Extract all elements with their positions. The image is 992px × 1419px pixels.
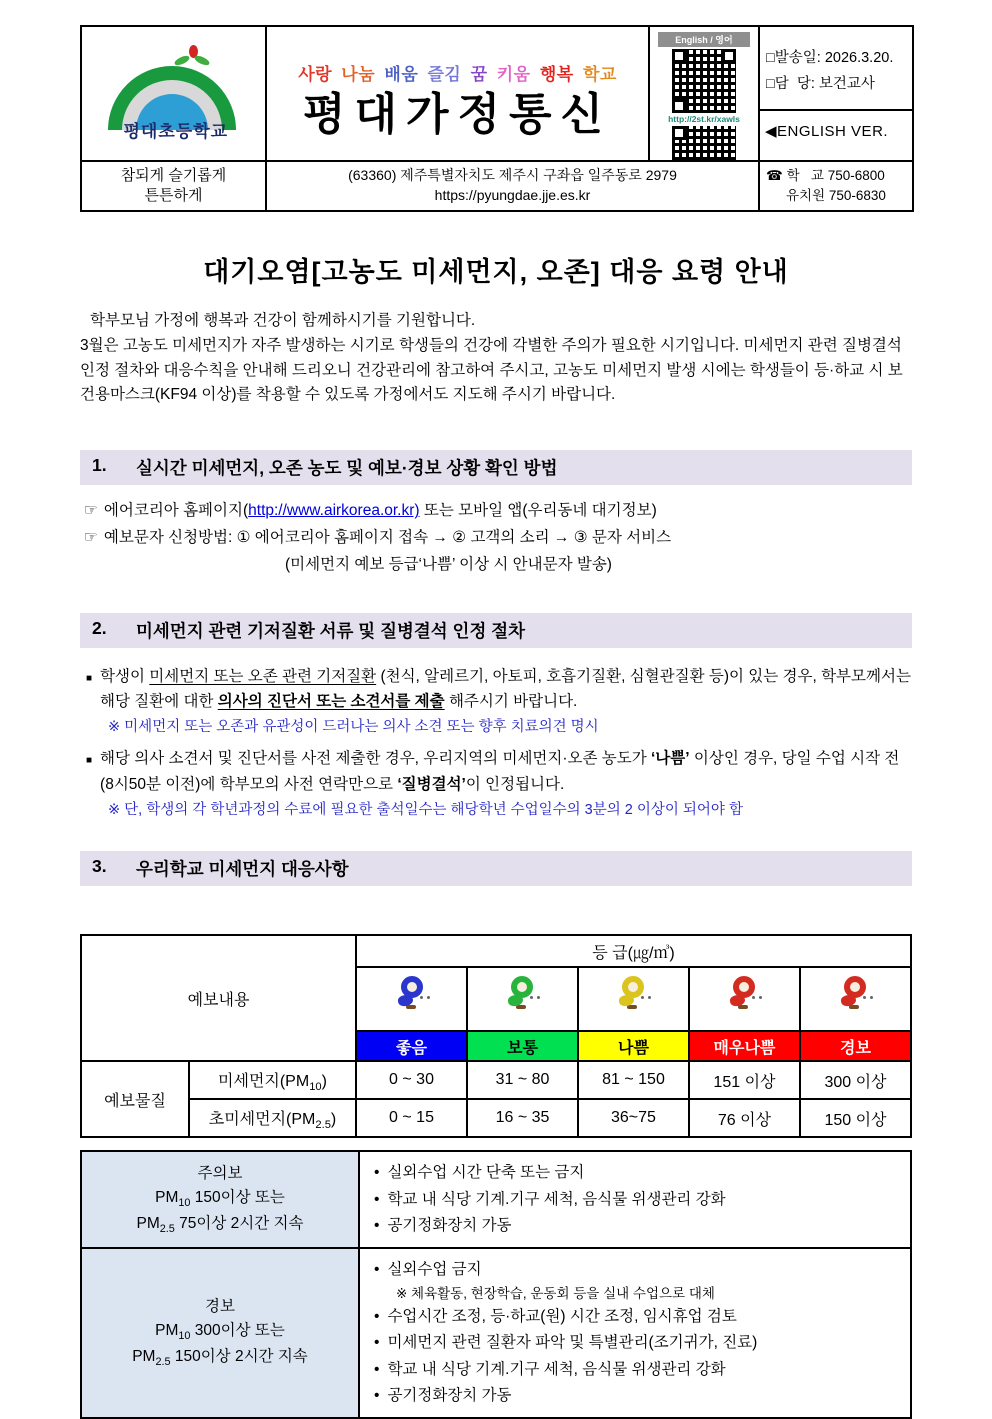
qr-finder <box>672 49 686 63</box>
qr-cell <box>649 26 759 161</box>
qr-language-label: English / 영어 <box>658 32 750 47</box>
qr-finder <box>722 49 736 63</box>
pm25-sub: 2.5 <box>315 1118 331 1131</box>
pm10-post: ) <box>321 1072 327 1090</box>
phone2-label: 유치원 <box>786 188 826 203</box>
pm25-value: 36~75 <box>578 1099 689 1137</box>
mascot-figure <box>394 976 430 1026</box>
mascot-bad-icon <box>578 967 689 1031</box>
pm10-value: 81 ~ 150 <box>578 1061 689 1099</box>
mascot-good-icon <box>356 967 467 1031</box>
section1-header <box>80 450 912 485</box>
section1-title: 실시간 미세먼지, 오존 농도 및 예보·경보 상황 확인 방법 <box>136 458 558 479</box>
logo-leaf-icon <box>173 53 190 66</box>
section1-line3: (미세먼지 예보 등급‘나쁨’ 이상 시 안내문자 발송) <box>285 556 612 574</box>
cond-sub: 10 <box>178 1197 191 1210</box>
pm10-value: 151 이상 <box>689 1061 800 1099</box>
motto-line1: 참되게 슬기롭게 <box>120 166 227 184</box>
pm10-label <box>189 1061 356 1099</box>
cond-pre: PM <box>155 1322 179 1340</box>
watch-condition-cell <box>81 1151 359 1248</box>
slogan-word: 키움 <box>496 64 531 84</box>
watch-title: 주의보 <box>197 1164 243 1182</box>
phone-numbers <box>759 161 913 211</box>
phone-line1 <box>766 166 908 186</box>
b1-seg3: (천식, 알레르기, 아토피, 호흡기질환, 심혈관질환 등)이 있는 경우, 학부모께서는 해당 질환에 대한 <box>100 667 911 711</box>
intro-line1: 학부모님 가정에 행복과 건강이 함께하시기를 기원합니다. <box>90 312 476 329</box>
bullet-icon: • <box>374 1261 380 1279</box>
b2-seg1: 해당 의사 소견서 및 진단서를 사전 제출한 경우, 우리지역의 미세먼지·오존 농도가 <box>100 750 651 768</box>
b1-seg4: 의사의 진단서 또는 소견서를 제출 <box>217 693 445 711</box>
website-url: https://pyungdae.jje.es.kr <box>434 187 591 203</box>
school-name: 평대초등학교 <box>123 121 229 141</box>
b2-seg2: ‘나쁨’ <box>651 750 690 768</box>
slogan-word: 학교 <box>582 64 617 84</box>
airkorea-link[interactable]: http://www.airkorea.or.kr) <box>248 502 420 520</box>
section1-number: 1. <box>92 455 107 476</box>
masthead <box>80 25 914 212</box>
pm10-sub: 10 <box>309 1080 322 1093</box>
grade-band-good: 좋음 <box>356 1031 467 1061</box>
cond-pre: PM <box>155 1188 179 1206</box>
section2-body <box>80 664 912 822</box>
pm10-value: 0 ~ 30 <box>356 1061 467 1099</box>
bullet2-text <box>100 746 912 797</box>
watch-row <box>81 1151 911 1248</box>
action-text: 실외수업 시간 단축 또는 금지 <box>387 1164 585 1182</box>
line1-text2: 또는 모바일 앱(우리동네 대기정보) <box>419 502 657 520</box>
bullet-icon: • <box>374 1334 380 1352</box>
bullet-icon: • <box>374 1360 380 1378</box>
section2-title: 미세먼지 관련 기저질환 서류 및 질병결석 인정 절차 <box>136 620 526 641</box>
school-logo-cell <box>81 26 266 161</box>
phone-line2 <box>766 186 908 206</box>
pointing-hand-icon: ☞ <box>84 529 98 547</box>
section3-title: 우리학교 미세먼지 대응사항 <box>136 859 349 880</box>
address-line: (63360) 제주특별자치도 제주시 구좌읍 일주동로 2979 <box>348 167 677 184</box>
pm25-value: 150 이상 <box>800 1099 911 1137</box>
mascot-normal-icon <box>467 967 578 1031</box>
english-version-label: ◀ENGLISH VER. <box>765 122 889 140</box>
section3-number: 3. <box>92 856 107 877</box>
action-note: ※ 체육활동, 현장학습, 운동회 등을 실내 수업으로 대체 <box>396 1285 715 1301</box>
pm10-pre: 미세먼지(PM <box>218 1072 310 1090</box>
section3-header <box>80 851 912 886</box>
bullet-icon: • <box>374 1217 380 1234</box>
bullet-icon: • <box>374 1164 380 1182</box>
b1-seg1: 학생이 <box>100 667 150 685</box>
send-info <box>760 37 912 111</box>
page-title: 대기오염[고농도 미세먼지, 오존] 대응 요령 안내 <box>203 257 789 287</box>
square-bullet-icon: ■ <box>86 755 93 767</box>
phone1-number: 750-6800 <box>827 168 885 184</box>
cond-sub: 2.5 <box>159 1222 175 1235</box>
substance-label-cell: 예보물질 <box>81 1061 189 1137</box>
slogan-word: 즐김 <box>427 64 462 84</box>
cond-post: 300이상 또는 <box>190 1322 285 1340</box>
intro-paragraph <box>80 309 912 408</box>
section2-note2: ※ 단, 학생의 각 학년과정의 수료에 필요한 출석일수는 해당학년 수업일수의 3분의 2 이상이 되어야 함 <box>108 801 743 818</box>
action-item <box>372 1257 900 1283</box>
watch-actions-cell <box>359 1151 911 1248</box>
section2-number: 2. <box>92 617 107 638</box>
b1-seg2: 미세먼지 또는 오존 관련 기저질환 <box>149 667 377 685</box>
action-text: 학교 내 식당 기계.기구 세척, 음식물 위생관리 강화 <box>387 1190 726 1208</box>
section1-line1 <box>80 497 912 524</box>
newsletter-title: 평대가정통신 <box>302 89 613 139</box>
motto-line2: 튼튼하게 <box>144 187 203 204</box>
phone2-number: 750-6830 <box>828 188 886 203</box>
school-logo-icon <box>94 44 254 148</box>
watch-cond2 <box>82 1212 358 1238</box>
b1-seg5: 해주시기 바랍니다. <box>444 693 578 711</box>
pm25-post: ) <box>330 1110 337 1128</box>
b2-seg3: 이상인 경우, 당일 수업 시작 전(8시50분 이전)에 학부모의 사전 연락만으로 <box>100 750 900 793</box>
bullet-icon: • <box>374 1307 380 1325</box>
cond-post: 150이상 또는 <box>190 1188 285 1206</box>
slogan-word: 사랑 <box>298 64 333 84</box>
mascot-figure <box>504 976 540 1026</box>
slogan-word: 행복 <box>539 64 574 84</box>
alarm-row <box>81 1248 911 1418</box>
qr-url: http://2st.kr/xawls <box>668 114 740 124</box>
slogan-word: 나눔 <box>341 64 376 84</box>
cond-sub: 10 <box>178 1330 191 1343</box>
line2-text: 예보문자 신청방법: ① 에어코리아 홈페이지 접속 → ② 고객의 소리 → ③ 문자 서비스 <box>103 529 672 547</box>
action-text: 미세먼지 관련 질환자 파악 및 특별관리(조기귀가, 진료) <box>387 1334 758 1352</box>
manager: □담 당: 보건교사 <box>766 75 875 92</box>
action-text: 학교 내 식당 기계.기구 세척, 음식물 위생관리 강화 <box>387 1360 726 1378</box>
cond-sub: 2.5 <box>155 1356 171 1369</box>
pm25-value: 16 ~ 35 <box>467 1099 578 1137</box>
alert-table <box>80 1150 912 1419</box>
school-motto <box>81 161 266 211</box>
action-item <box>372 1383 900 1409</box>
mascot-verybad-icon <box>689 967 800 1031</box>
section2-bullet2 <box>80 746 912 797</box>
forecast-label-cell: 예보내용 <box>81 935 356 1061</box>
pm10-value: 300 이상 <box>800 1061 911 1099</box>
action-item <box>372 1304 900 1330</box>
pm25-value: 76 이상 <box>689 1099 800 1137</box>
pointing-hand-icon: ☞ <box>84 502 98 520</box>
action-item <box>372 1213 900 1239</box>
square-bullet-icon: ■ <box>86 672 93 684</box>
section1-line2 <box>80 524 912 551</box>
alarm-condition-cell <box>81 1248 359 1418</box>
pm25-pre: 초미세먼지(PM <box>208 1110 316 1128</box>
action-text: 수업시간 조정, 등·하교(원) 시간 조정, 임시휴업 검토 <box>387 1307 737 1325</box>
grade-table <box>80 934 912 1138</box>
bullet1-text <box>100 664 912 715</box>
bullet-icon: • <box>374 1386 380 1404</box>
logo-leaf-icon <box>193 53 210 66</box>
alarm-cond2 <box>82 1345 358 1371</box>
watch-cond1 <box>82 1186 358 1212</box>
section2-note1: ※ 미세먼지 또는 오존과 유관성이 드러나는 의사 소견 또는 향후 치료의견 명시 <box>108 718 599 735</box>
mascot-figure <box>837 976 873 1026</box>
cond-pre: PM <box>132 1348 156 1366</box>
slogan-word: 배움 <box>384 64 419 84</box>
phone-icon: ☎ <box>766 168 783 184</box>
section2-header <box>80 613 912 648</box>
grade-band-normal: 보통 <box>467 1031 578 1061</box>
qr-finder <box>672 99 686 113</box>
alarm-actions-cell <box>359 1248 911 1418</box>
cond-post: 75이상 2시간 지속 <box>174 1214 304 1232</box>
mascot-figure <box>726 976 762 1026</box>
alarm-cond1 <box>82 1319 358 1345</box>
grade-band-verybad: 매우나쁨 <box>689 1031 800 1061</box>
slogan-word: 꿈 <box>470 64 488 84</box>
masthead-center <box>266 26 649 161</box>
section1-body <box>80 497 912 578</box>
b2-seg5: 이 인정됩니다. <box>465 776 565 793</box>
bullet-icon: • <box>374 1190 380 1208</box>
cond-pre: PM <box>136 1214 160 1232</box>
alarm-title: 경보 <box>205 1298 235 1316</box>
qr-code-icon <box>672 49 736 113</box>
line1-text: 에어코리아 홈페이지( <box>103 502 249 520</box>
send-date: □발송일: 2026.3.20. <box>766 49 894 66</box>
cond-post: 150이상 2시간 지속 <box>170 1348 308 1366</box>
action-text: 실외수업 금지 <box>387 1261 482 1279</box>
action-item <box>372 1187 900 1213</box>
intro-body: 3월은 고농도 미세먼지가 자주 발생하는 시기로 학생들의 건강에 각별한 주의가 필요한 시기입니다. 미세먼지 관련 질병결석 인정 절차와 대응수칙을 안내해 드리오니 건강관리에 참고하여 주시고, 고농도 미세먼지 발생 시에는 학생들이 등·하교 시 보건용마스크(KF94 이상)를 착용할 수 있도록 가정에서도 지도해 주시기 바랍니다. <box>80 336 903 404</box>
qr-code-icon <box>672 126 736 160</box>
masthead-info <box>759 26 913 161</box>
pm10-value: 31 ~ 80 <box>467 1061 578 1099</box>
pm25-value: 0 ~ 15 <box>356 1099 467 1137</box>
b2-seg4: ‘질병결석’ <box>397 776 466 793</box>
mascot-figure <box>615 976 651 1026</box>
pm25-label <box>189 1099 356 1137</box>
action-item <box>372 1160 900 1186</box>
action-item <box>372 1330 900 1356</box>
grade-header-cell: 등 급(㎍/㎥) <box>356 935 911 967</box>
phone1-label: 학 교 <box>786 168 824 184</box>
mascot-alert-icon <box>800 967 911 1031</box>
school-slogan <box>267 60 648 85</box>
qr-finder <box>672 126 686 140</box>
grade-band-alert: 경보 <box>800 1031 911 1061</box>
grade-band-bad: 나쁨 <box>578 1031 689 1061</box>
action-text: 공기정화장치 가동 <box>387 1217 512 1234</box>
action-item <box>372 1357 900 1383</box>
section2-bullet1 <box>80 664 912 715</box>
action-text: 공기정화장치 가동 <box>387 1386 512 1404</box>
school-address <box>266 161 759 211</box>
